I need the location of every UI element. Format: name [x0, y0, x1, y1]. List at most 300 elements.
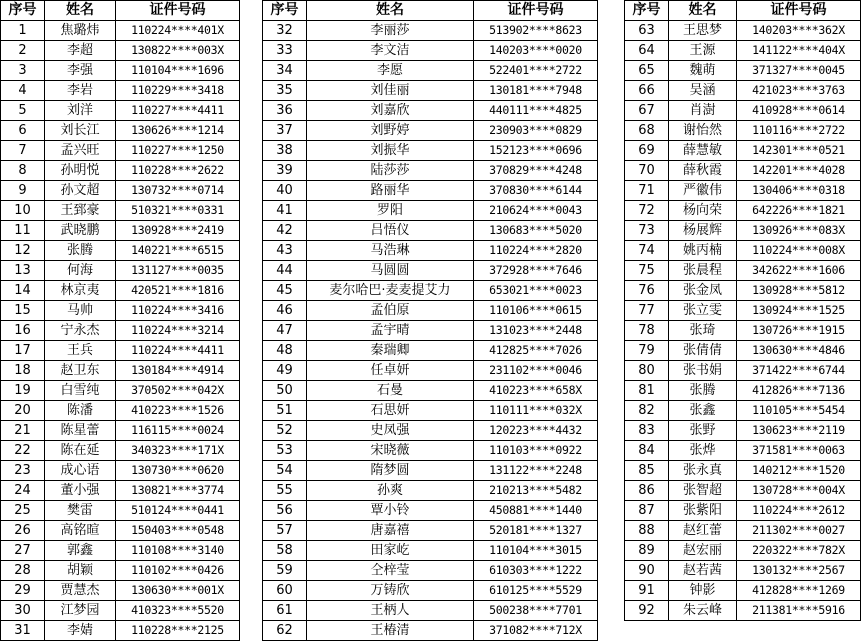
id-cell: 110224****3214 [116, 321, 240, 341]
table-row [625, 261, 861, 281]
header-name: 姓名 [669, 1, 737, 21]
name-cell: 何海 [45, 261, 116, 281]
name-cell: 赵宏丽 [669, 541, 737, 561]
seq-cell: 52 [263, 421, 307, 441]
table-row [625, 161, 861, 181]
seq-cell: 11 [1, 221, 45, 241]
id-cell: 610125****5529 [474, 581, 598, 601]
name-cell: 肖澍 [669, 101, 737, 121]
table-row [263, 121, 598, 141]
name-cell: 史凤强 [307, 421, 474, 441]
id-cell: 412826****7136 [737, 381, 861, 401]
seq-cell: 22 [1, 441, 45, 461]
seq-cell: 87 [625, 501, 669, 521]
seq-cell: 15 [1, 301, 45, 321]
table-row [625, 41, 861, 61]
id-cell: 412825****7026 [474, 341, 598, 361]
name-cell: 刘佳丽 [307, 81, 474, 101]
id-cell: 110116****2722 [737, 121, 861, 141]
id-cell: 110104****3015 [474, 541, 598, 561]
table-row [625, 381, 861, 401]
id-cell: 410223****658X [474, 381, 598, 401]
table-row [263, 281, 598, 301]
name-cell: 王柄人 [307, 601, 474, 621]
name-cell: 王郅豪 [45, 201, 116, 221]
id-cell: 140212****1520 [737, 461, 861, 481]
header-name: 姓名 [307, 1, 474, 21]
seq-cell: 41 [263, 201, 307, 221]
id-cell: 220322****782X [737, 541, 861, 561]
id-cell: 370502****042X [116, 381, 240, 401]
table-row [263, 501, 598, 521]
seq-cell: 40 [263, 181, 307, 201]
seq-cell: 76 [625, 281, 669, 301]
table-row [1, 541, 240, 561]
name-cell: 王兵 [45, 341, 116, 361]
name-cell: 隋梦圆 [307, 461, 474, 481]
table-row [263, 521, 598, 541]
table-row [1, 341, 240, 361]
seq-cell: 34 [263, 61, 307, 81]
table-row [263, 301, 598, 321]
name-cell: 魏萌 [669, 61, 737, 81]
name-cell: 石思妍 [307, 401, 474, 421]
id-cell: 110224****2612 [737, 501, 861, 521]
table-row [263, 241, 598, 261]
seq-cell: 75 [625, 261, 669, 281]
id-cell: 372928****7646 [474, 261, 598, 281]
table-row [625, 441, 861, 461]
name-cell: 李愿 [307, 61, 474, 81]
id-cell: 230903****0829 [474, 121, 598, 141]
id-cell: 210213****5482 [474, 481, 598, 501]
table-row [625, 401, 861, 421]
name-cell: 陈星蕾 [45, 421, 116, 441]
seq-cell: 20 [1, 401, 45, 421]
seq-cell: 21 [1, 421, 45, 441]
table-row [1, 381, 240, 401]
name-cell: 王思梦 [669, 21, 737, 41]
id-cell: 653021****0023 [474, 281, 598, 301]
seq-cell: 74 [625, 241, 669, 261]
id-cell: 130626****1214 [116, 121, 240, 141]
name-cell: 刘嘉欣 [307, 101, 474, 121]
header-id: 证件号码 [737, 1, 861, 21]
id-cell: 371082****712X [474, 621, 598, 641]
name-cell: 赵若茜 [669, 561, 737, 581]
seq-cell: 5 [1, 101, 45, 121]
table-row [263, 341, 598, 361]
seq-cell: 26 [1, 521, 45, 541]
seq-cell: 69 [625, 141, 669, 161]
table-row [1, 41, 240, 61]
seq-cell: 14 [1, 281, 45, 301]
name-cell: 李文洁 [307, 41, 474, 61]
table-row [263, 81, 598, 101]
seq-cell: 57 [263, 521, 307, 541]
name-cell: 张烨 [669, 441, 737, 461]
name-cell: 李丽莎 [307, 21, 474, 41]
id-cell: 410928****0614 [737, 101, 861, 121]
table-row [1, 281, 240, 301]
table-row [625, 421, 861, 441]
seq-cell: 59 [263, 561, 307, 581]
seq-cell: 73 [625, 221, 669, 241]
id-cell: 410323****5520 [116, 601, 240, 621]
seq-cell: 28 [1, 561, 45, 581]
seq-cell: 71 [625, 181, 669, 201]
table-row [625, 241, 861, 261]
id-cell: 130630****001X [116, 581, 240, 601]
id-cell: 130926****083X [737, 221, 861, 241]
id-cell: 130732****0714 [116, 181, 240, 201]
table-row [625, 181, 861, 201]
id-cell: 130406****0318 [737, 181, 861, 201]
table-row [625, 461, 861, 481]
name-cell: 孙爽 [307, 481, 474, 501]
table-row [263, 221, 598, 241]
seq-cell: 55 [263, 481, 307, 501]
name-cell: 陈潘 [45, 401, 116, 421]
table-row [263, 321, 598, 341]
name-cell: 钟影 [669, 581, 737, 601]
name-cell: 孙明悦 [45, 161, 116, 181]
seq-cell: 89 [625, 541, 669, 561]
table-row [1, 301, 240, 321]
name-cell: 孟伯原 [307, 301, 474, 321]
name-cell: 武晓鹏 [45, 221, 116, 241]
name-cell: 马浩琳 [307, 241, 474, 261]
table-row [1, 621, 240, 641]
seq-cell: 64 [625, 41, 669, 61]
table-row [1, 201, 240, 221]
name-cell: 张永真 [669, 461, 737, 481]
table-row [263, 41, 598, 61]
seq-cell: 39 [263, 161, 307, 181]
id-cell: 110229****3418 [116, 81, 240, 101]
name-cell: 薛秋霞 [669, 161, 737, 181]
table-row [1, 521, 240, 541]
id-cell: 110103****0922 [474, 441, 598, 461]
name-cell: 杨向荣 [669, 201, 737, 221]
table-row [625, 81, 861, 101]
table-row [1, 421, 240, 441]
id-cell: 130822****003X [116, 41, 240, 61]
seq-cell: 91 [625, 581, 669, 601]
name-cell: 张鑫 [669, 401, 737, 421]
table-row [625, 501, 861, 521]
id-cell: 110224****3416 [116, 301, 240, 321]
name-cell: 仝梓莹 [307, 561, 474, 581]
id-cell: 520181****1327 [474, 521, 598, 541]
seq-cell: 13 [1, 261, 45, 281]
table-row [1, 501, 240, 521]
id-cell: 371327****0045 [737, 61, 861, 81]
id-cell: 370829****4248 [474, 161, 598, 181]
id-cell: 210624****0043 [474, 201, 598, 221]
table-row [625, 541, 861, 561]
id-cell: 110108****3140 [116, 541, 240, 561]
name-cell: 张立雯 [669, 301, 737, 321]
id-cell: 130928****5812 [737, 281, 861, 301]
seq-cell: 80 [625, 361, 669, 381]
seq-cell: 49 [263, 361, 307, 381]
seq-cell: 86 [625, 481, 669, 501]
seq-cell: 46 [263, 301, 307, 321]
table-row [625, 321, 861, 341]
id-cell: 130728****004X [737, 481, 861, 501]
name-cell: 张金凤 [669, 281, 737, 301]
id-cell: 131127****0035 [116, 261, 240, 281]
seq-cell: 38 [263, 141, 307, 161]
seq-cell: 19 [1, 381, 45, 401]
name-cell: 姚丙楠 [669, 241, 737, 261]
name-cell: 任卓妍 [307, 361, 474, 381]
header-id: 证件号码 [116, 1, 240, 21]
table-row [625, 201, 861, 221]
id-cell: 421023****3763 [737, 81, 861, 101]
name-cell: 张晨程 [669, 261, 737, 281]
seq-cell: 16 [1, 321, 45, 341]
table-row [263, 401, 598, 421]
table-row [625, 521, 861, 541]
name-cell: 万铸欣 [307, 581, 474, 601]
seq-cell: 85 [625, 461, 669, 481]
name-cell: 刘洋 [45, 101, 116, 121]
id-cell: 110224****401X [116, 21, 240, 41]
table-row [263, 381, 598, 401]
seq-cell: 88 [625, 521, 669, 541]
table-row [625, 141, 861, 161]
name-cell: 李强 [45, 61, 116, 81]
seq-cell: 30 [1, 601, 45, 621]
table-row [1, 221, 240, 241]
name-cell: 王源 [669, 41, 737, 61]
id-cell: 340323****171X [116, 441, 240, 461]
id-cell: 130730****0620 [116, 461, 240, 481]
name-cell: 唐嘉禧 [307, 521, 474, 541]
header-seq: 序号 [1, 1, 45, 21]
seq-cell: 61 [263, 601, 307, 621]
id-cell: 513902****8623 [474, 21, 598, 41]
id-cell: 110102****0426 [116, 561, 240, 581]
name-cell: 张书娟 [669, 361, 737, 381]
name-cell: 樊雷 [45, 501, 116, 521]
name-cell: 麦尔哈巴·麦麦提艾力 [307, 281, 474, 301]
table-row [1, 61, 240, 81]
id-cell: 116115****0024 [116, 421, 240, 441]
name-cell: 孟兴旺 [45, 141, 116, 161]
seq-cell: 60 [263, 581, 307, 601]
name-cell: 孙文超 [45, 181, 116, 201]
seq-cell: 67 [625, 101, 669, 121]
name-cell: 刘振华 [307, 141, 474, 161]
id-cell: 130726****1915 [737, 321, 861, 341]
id-cell: 140203****362X [737, 21, 861, 41]
name-cell: 林京夷 [45, 281, 116, 301]
table-row [1, 81, 240, 101]
table-row [263, 141, 598, 161]
table-row [263, 201, 598, 221]
id-cell: 120223****4432 [474, 421, 598, 441]
name-cell: 刘长江 [45, 121, 116, 141]
id-cell: 130623****2119 [737, 421, 861, 441]
seq-cell: 51 [263, 401, 307, 421]
table-row [263, 561, 598, 581]
id-cell: 141122****404X [737, 41, 861, 61]
table-row [1, 21, 240, 41]
seq-cell: 65 [625, 61, 669, 81]
table-row [625, 101, 861, 121]
id-cell: 140221****6515 [116, 241, 240, 261]
name-cell: 焦璐炜 [45, 21, 116, 41]
seq-cell: 24 [1, 481, 45, 501]
seq-cell: 56 [263, 501, 307, 521]
table-row [263, 601, 598, 621]
table-row [625, 281, 861, 301]
name-cell: 高铭暄 [45, 521, 116, 541]
seq-cell: 72 [625, 201, 669, 221]
table-row [263, 21, 598, 41]
name-cell: 杨展辉 [669, 221, 737, 241]
table-row [263, 61, 598, 81]
table-row [263, 481, 598, 501]
seq-cell: 7 [1, 141, 45, 161]
name-cell: 孟宇晴 [307, 321, 474, 341]
name-cell: 李超 [45, 41, 116, 61]
roster-table-2 [262, 0, 598, 641]
table-row [1, 561, 240, 581]
name-cell: 董小强 [45, 481, 116, 501]
seq-cell: 23 [1, 461, 45, 481]
id-cell: 110224****4411 [116, 341, 240, 361]
table-row [263, 101, 598, 121]
header-name: 姓名 [45, 1, 116, 21]
name-cell: 王椿清 [307, 621, 474, 641]
seq-cell: 27 [1, 541, 45, 561]
table-row [625, 341, 861, 361]
id-cell: 231102****0046 [474, 361, 598, 381]
seq-cell: 68 [625, 121, 669, 141]
seq-cell: 58 [263, 541, 307, 561]
table-row [1, 161, 240, 181]
name-cell: 赵红蕾 [669, 521, 737, 541]
seq-cell: 78 [625, 321, 669, 341]
table-row [263, 581, 598, 601]
seq-cell: 29 [1, 581, 45, 601]
seq-cell: 35 [263, 81, 307, 101]
seq-cell: 36 [263, 101, 307, 121]
id-cell: 110105****5454 [737, 401, 861, 421]
seq-cell: 9 [1, 181, 45, 201]
roster-table-3 [624, 0, 861, 621]
table-row [625, 581, 861, 601]
id-cell: 211381****5916 [737, 601, 861, 621]
name-cell: 路丽华 [307, 181, 474, 201]
id-cell: 131122****2248 [474, 461, 598, 481]
table-row [1, 401, 240, 421]
id-cell: 110227****1250 [116, 141, 240, 161]
id-cell: 371581****0063 [737, 441, 861, 461]
seq-cell: 32 [263, 21, 307, 41]
table-row [1, 141, 240, 161]
name-cell: 成心语 [45, 461, 116, 481]
id-cell: 510124****0441 [116, 501, 240, 521]
name-cell: 贾慧杰 [45, 581, 116, 601]
seq-cell: 92 [625, 601, 669, 621]
name-cell: 张智超 [669, 481, 737, 501]
seq-cell: 82 [625, 401, 669, 421]
id-cell: 342622****1606 [737, 261, 861, 281]
name-cell: 宋晓薇 [307, 441, 474, 461]
name-cell: 宁永杰 [45, 321, 116, 341]
id-cell: 110228****2622 [116, 161, 240, 181]
table-row [625, 121, 861, 141]
table-row [1, 601, 240, 621]
table-row [1, 461, 240, 481]
table-row [263, 621, 598, 641]
seq-cell: 70 [625, 161, 669, 181]
name-cell: 谢怡然 [669, 121, 737, 141]
seq-cell: 48 [263, 341, 307, 361]
seq-cell: 45 [263, 281, 307, 301]
seq-cell: 66 [625, 81, 669, 101]
seq-cell: 47 [263, 321, 307, 341]
id-cell: 110106****0615 [474, 301, 598, 321]
id-cell: 450881****1440 [474, 501, 598, 521]
seq-cell: 79 [625, 341, 669, 361]
seq-cell: 50 [263, 381, 307, 401]
table-row [263, 421, 598, 441]
seq-cell: 42 [263, 221, 307, 241]
id-cell: 142301****0521 [737, 141, 861, 161]
seq-cell: 37 [263, 121, 307, 141]
seq-cell: 43 [263, 241, 307, 261]
seq-cell: 83 [625, 421, 669, 441]
table-row [263, 441, 598, 461]
seq-cell: 77 [625, 301, 669, 321]
name-cell: 赵卫东 [45, 361, 116, 381]
table-row [625, 601, 861, 621]
name-cell: 张倩倩 [669, 341, 737, 361]
id-cell: 522401****2722 [474, 61, 598, 81]
id-cell: 510321****0331 [116, 201, 240, 221]
header-seq: 序号 [263, 1, 307, 21]
id-cell: 142201****4028 [737, 161, 861, 181]
seq-cell: 6 [1, 121, 45, 141]
table-row [263, 181, 598, 201]
id-cell: 110224****2820 [474, 241, 598, 261]
seq-cell: 12 [1, 241, 45, 261]
name-cell: 严徽伟 [669, 181, 737, 201]
id-cell: 110104****1696 [116, 61, 240, 81]
table-row [263, 461, 598, 481]
name-cell: 张琦 [669, 321, 737, 341]
seq-cell: 31 [1, 621, 45, 641]
name-cell: 刘野婷 [307, 121, 474, 141]
id-cell: 152123****0696 [474, 141, 598, 161]
table-row [625, 301, 861, 321]
name-cell: 马圆圆 [307, 261, 474, 281]
header-row [263, 1, 598, 21]
name-cell: 张腾 [669, 381, 737, 401]
name-cell: 白雪纯 [45, 381, 116, 401]
table-row [263, 541, 598, 561]
seq-cell: 10 [1, 201, 45, 221]
table-row [263, 261, 598, 281]
id-cell: 140203****0020 [474, 41, 598, 61]
name-cell: 朱云峰 [669, 601, 737, 621]
